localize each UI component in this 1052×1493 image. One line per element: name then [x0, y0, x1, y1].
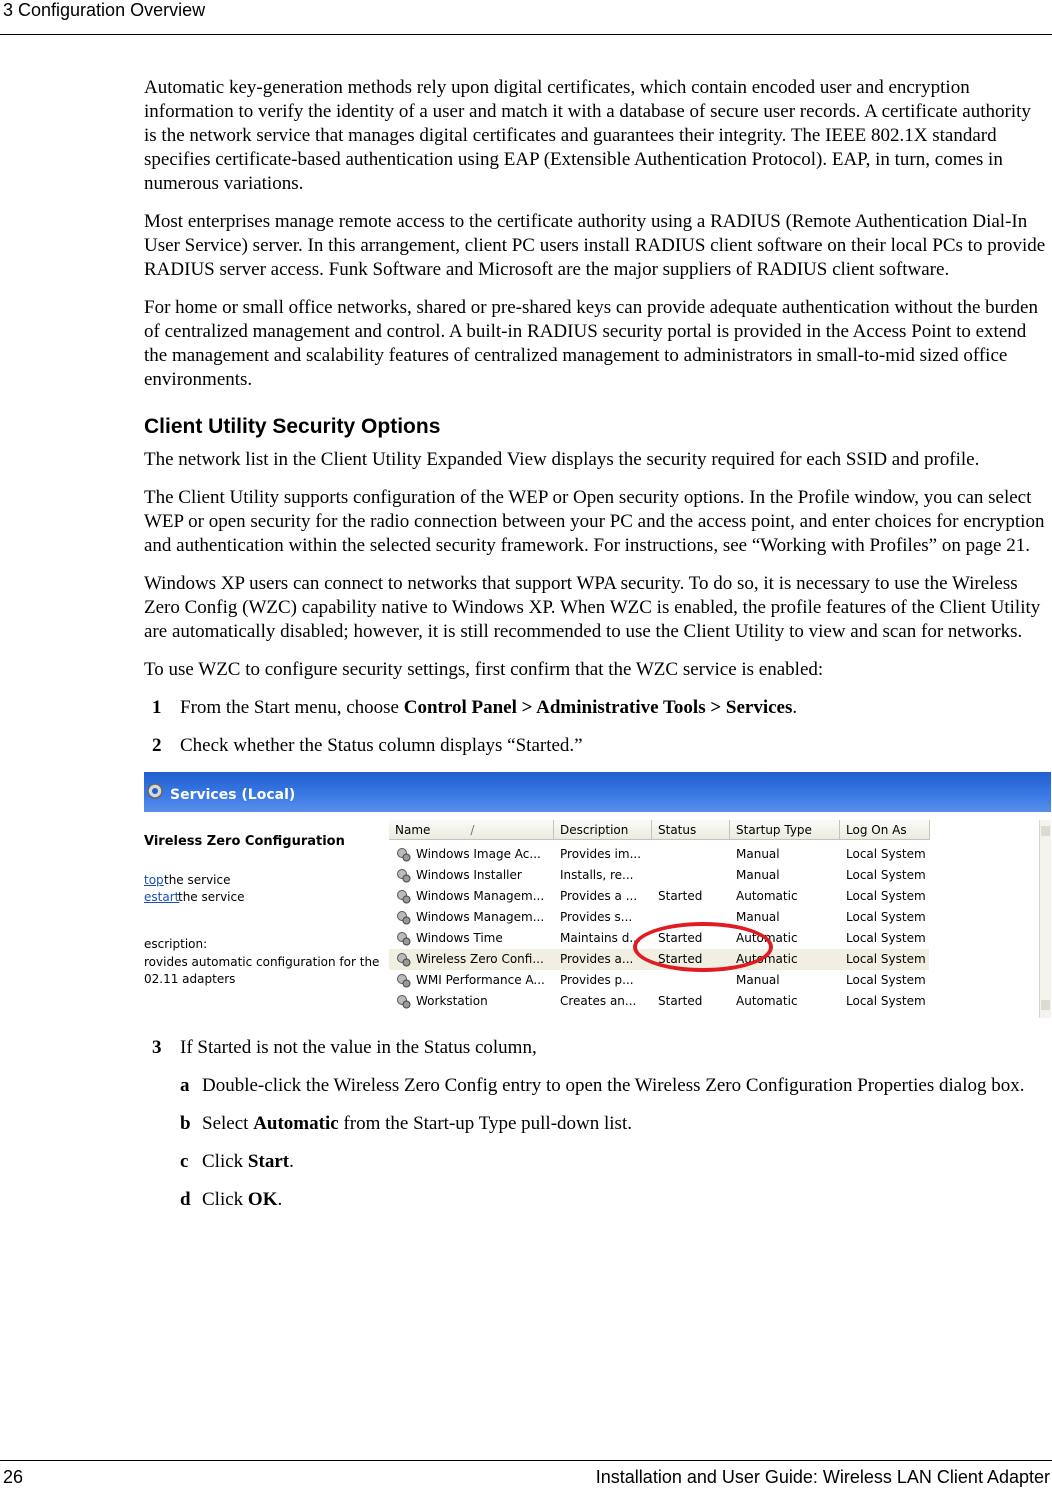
service-row[interactable]	[389, 991, 929, 1012]
service-startup-type: Automatic	[736, 931, 798, 945]
intro-paragraph: For home or small office networks, shared or pre-shared keys can provide adequate authentication without the burden of centralized management and control. A built-in RADIUS security portal is provided in the Access Point to extend the management and scalability features of centralized management to administrators in small-to-mid sized office environments.	[144, 297, 1038, 390]
section-paragraph: To use WZC to configure security settings, first confirm that the WZC service is enabled:	[144, 659, 824, 680]
stop-link-text: top	[144, 873, 164, 887]
vertical-scrollbar[interactable]	[1039, 820, 1051, 1018]
service-description: Provides p...	[560, 973, 634, 987]
section-paragraph: Windows XP users can connect to networks that support WPA security. To do so, it is necessary to use the Wireless Zero Config (WZC) capability native to Windows XP. When WZC is enabled, the profile features of the Client Utility are automatically disabled; however, it is still recommended to use the Client Utility to view and scan for networks.	[144, 573, 1041, 642]
service-log-on-as: Local System	[846, 868, 926, 882]
service-description: Maintains d...	[560, 931, 641, 945]
stop-link-suffix: the service	[164, 873, 231, 887]
column-header-name[interactable]	[389, 820, 554, 840]
service-name: Windows Installer	[416, 868, 522, 882]
services-screenshot	[144, 772, 1051, 1018]
page-number: 26	[3, 1467, 24, 1487]
substep-text: Select	[202, 1113, 254, 1134]
service-description: Provides a ...	[560, 889, 638, 903]
service-name: WMI Performance A...	[416, 973, 545, 987]
service-row[interactable]	[389, 886, 929, 907]
column-header-log-on-as[interactable]	[840, 820, 930, 840]
substep-a	[144, 1074, 1048, 1098]
service-startup-type: Automatic	[736, 952, 798, 966]
service-name: Windows Managem...	[416, 910, 545, 924]
service-gear-icon	[396, 931, 411, 946]
substep-text: Click	[202, 1151, 248, 1172]
service-gear-icon	[396, 868, 411, 883]
description-label: escription:	[144, 937, 208, 951]
step-number: 3	[152, 1037, 162, 1058]
services-list	[389, 820, 1051, 1018]
scroll-down-icon[interactable]	[1041, 1000, 1050, 1010]
service-row[interactable]	[389, 844, 929, 865]
service-status: Started	[658, 889, 703, 903]
service-startup-type: Manual	[736, 973, 780, 987]
step-text: Check whether the Status column displays “Started.”	[180, 735, 583, 756]
service-gear-icon	[396, 910, 411, 925]
service-gear-icon	[396, 952, 411, 967]
service-log-on-as: Local System	[846, 994, 926, 1008]
column-label: Startup Type	[736, 823, 812, 837]
substep-text: Click	[202, 1189, 248, 1210]
sort-indicator-icon: /	[470, 823, 475, 837]
service-description: Provides im...	[560, 847, 642, 861]
substep-c	[144, 1150, 1048, 1174]
highlight-circle	[633, 922, 773, 972]
step-text: From the Start menu, choose	[180, 697, 404, 718]
page-content	[144, 76, 1048, 1226]
substep-bold: Start	[247, 1151, 290, 1172]
substep-bold: Automatic	[253, 1113, 339, 1134]
service-log-on-as: Local System	[846, 910, 926, 924]
service-name: Windows Image Ac...	[416, 847, 541, 861]
banner-title: Services (Local)	[170, 787, 296, 803]
services-banner	[144, 772, 1051, 812]
page-header	[0, 0, 1052, 35]
service-description: Creates an...	[560, 994, 637, 1008]
service-log-on-as: Local System	[846, 931, 926, 945]
service-row[interactable]	[389, 970, 929, 991]
substep-letter: d	[180, 1189, 191, 1210]
service-name: Windows Time	[416, 931, 503, 945]
step-2	[144, 734, 1048, 758]
service-startup-type: Manual	[736, 868, 780, 882]
substep-b	[144, 1112, 1048, 1136]
document-title: Installation and User Guide: Wireless LAN Client Adapter	[595, 1467, 1050, 1487]
service-log-on-as: Local System	[846, 952, 926, 966]
step-number: 1	[152, 697, 162, 718]
scroll-up-icon[interactable]	[1041, 826, 1050, 836]
column-header-status[interactable]	[652, 820, 730, 840]
step-number: 2	[152, 735, 162, 756]
service-gear-icon	[396, 889, 411, 904]
step-bold: Control Panel > Administrative Tools > Services	[403, 697, 793, 718]
column-label: Description	[560, 823, 629, 837]
column-header-description[interactable]	[554, 820, 652, 840]
service-status: Started	[658, 952, 703, 966]
service-log-on-as: Local System	[846, 889, 926, 903]
restart-link-suffix: the service	[178, 890, 245, 904]
description-line: 02.11 adapters	[144, 972, 236, 986]
service-startup-type: Automatic	[736, 889, 798, 903]
service-status: Started	[658, 931, 703, 945]
service-name: Wireless Zero Confi...	[416, 952, 544, 966]
substep-d	[144, 1188, 1048, 1212]
substep-bold: OK	[247, 1189, 278, 1210]
step-text: If Started is not the value in the Status column,	[180, 1037, 537, 1058]
service-description: Provides s...	[560, 910, 633, 924]
service-row[interactable]	[389, 865, 929, 886]
substep-text: Double-click the Wireless Zero Config entry to open the Wireless Zero Configuration Properties dialog box.	[202, 1075, 1025, 1096]
step-3	[144, 1036, 1048, 1060]
step-1	[144, 696, 1048, 720]
service-log-on-as: Local System	[846, 847, 926, 861]
service-startup-type: Manual	[736, 847, 780, 861]
service-gear-icon	[396, 973, 411, 988]
substep-text: from the Start-up Type pull-down list.	[338, 1113, 632, 1134]
substep-text: .	[277, 1189, 283, 1210]
column-label: Status	[658, 823, 697, 837]
service-startup-type: Automatic	[736, 994, 798, 1008]
service-description: Installs, re...	[560, 868, 634, 882]
restart-link-text: estart	[144, 890, 180, 904]
section-heading: Client Utility Security Options	[144, 415, 441, 438]
page-footer	[0, 1460, 1052, 1493]
restart-service-link[interactable]	[144, 885, 179, 909]
service-row[interactable]	[389, 907, 929, 928]
service-log-on-as: Local System	[846, 973, 926, 987]
section-paragraph: The network list in the Client Utility Expanded View displays the security required for each SSID and profile.	[144, 449, 980, 470]
service-description: Provides a...	[560, 952, 634, 966]
intro-paragraph: Automatic key-generation methods rely upon digital certificates, which contain encoded user and encryption information to verify the identity of a user and match it with a database of secure user records. A certificate authority is the network service that manages digital certificates and guarantees their integrity. The IEEE 802.1X standard specifies certificate-based authentication using EAP (Extensible Authentication Protocol). EAP, in turn, comes in numerous variations.	[144, 77, 1031, 194]
step-text: .	[792, 697, 798, 718]
description-line: rovides automatic configuration for the	[144, 955, 380, 969]
service-startup-type: Manual	[736, 910, 780, 924]
service-gear-icon	[396, 994, 411, 1009]
service-name: Windows Managem...	[416, 889, 545, 903]
column-label: Name	[395, 823, 431, 837]
intro-paragraph: Most enterprises manage remote access to the certificate authority using a RADIUS (Remote Authentication Dial-In User Service) server. In this arrangement, client PC users install RADIUS client software on their local PCs to provide RADIUS server access. Funk Software and Microsoft are the major suppliers of RADIUS client software.	[144, 211, 1046, 280]
service-gear-icon	[396, 847, 411, 862]
substep-letter: a	[180, 1075, 190, 1096]
service-name: Workstation	[416, 994, 488, 1008]
chapter-title: 3 Configuration Overview	[3, 0, 206, 20]
substep-letter: b	[180, 1113, 191, 1134]
service-status: Started	[658, 994, 703, 1008]
selected-service-title: Vireless Zero Configuration	[144, 834, 345, 849]
gear-icon	[146, 782, 164, 800]
section-paragraph: The Client Utility supports configuration of the WEP or Open security options. In the Profile window, you can select WEP or open security for the radio connection between your PC and the access point, and enter choices for encryption and authentication within the selected security framework. For instructions, see “Working with Profiles” on page 21.	[144, 487, 1045, 556]
column-label: Log On As	[846, 823, 907, 837]
column-header-startup-type[interactable]	[730, 820, 840, 840]
substep-text: .	[289, 1151, 294, 1172]
service-details-pane	[144, 812, 384, 1018]
substep-letter: c	[180, 1151, 189, 1172]
